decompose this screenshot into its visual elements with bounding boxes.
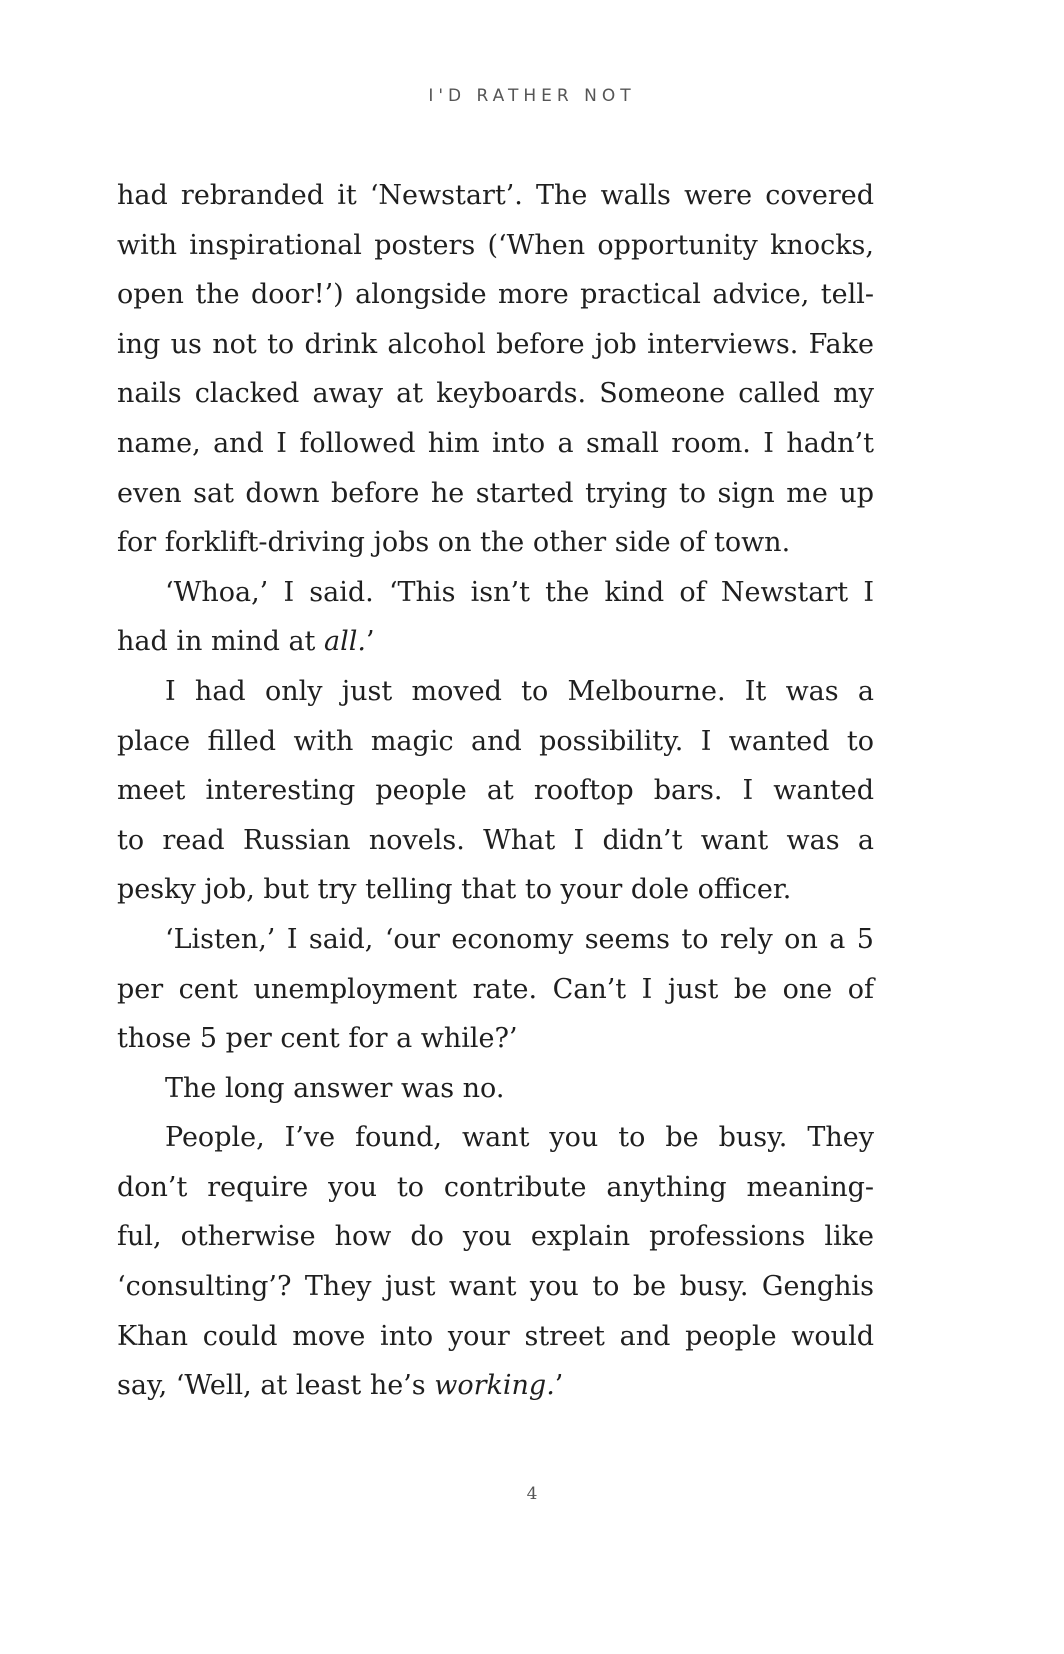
italic-text: working.	[434, 1370, 555, 1402]
text-line: pesky job, but try telling that to your dole officer.	[117, 874, 792, 906]
text-line: for forklift-driving jobs on the other side of town.	[117, 527, 791, 559]
text-line: to read Russian novels. What I didn’t want was a	[117, 824, 874, 856]
text-line: ful, otherwise how do you explain professions like	[117, 1221, 874, 1253]
text-line: those 5 per cent for a while?’	[117, 1023, 518, 1055]
text-segment: say, ‘Well, at least he’s	[117, 1370, 435, 1402]
text-line: don’t require you to contribute anything meaning-	[117, 1171, 874, 1203]
text-line: I had only just moved to Melbourne. It was a	[165, 675, 874, 707]
text-segment: ’	[365, 626, 375, 658]
text-line: Khan could move into your street and people would	[117, 1320, 874, 1352]
text-line: ‘Listen,’ I said, ‘our economy seems to rely on a 5	[165, 923, 874, 955]
text-line: The long answer was no.	[165, 1072, 505, 1104]
text-line: had rebranded it ‘Newstart’. The walls were covered	[117, 180, 874, 211]
text-line: People, I’ve found, want you to be busy. They	[165, 1122, 874, 1154]
italic-text: all.	[323, 626, 366, 658]
text-line: name, and I followed him into a small room. I hadn’t	[117, 427, 874, 459]
running-head: I'D RATHER NOT	[428, 86, 636, 106]
text-line	[117, 1361, 874, 1411]
page-number: 4	[526, 1484, 538, 1504]
text-line	[117, 617, 874, 667]
text-line: nails clacked away at keyboards. Someone called my	[117, 378, 874, 410]
text-line: ing us not to drink alcohol before job interviews. Fake	[117, 328, 874, 360]
text-line: meet interesting people at rooftop bars. I wanted	[117, 775, 874, 807]
text-line: ‘consulting’? They just want you to be busy. Genghis	[117, 1271, 874, 1303]
text-line: open the door!’) alongside more practical advice, tell-	[117, 279, 874, 311]
body-text	[117, 171, 874, 1411]
text-line: ‘Whoa,’ I said. ‘This isn’t the kind of Newstart I	[165, 576, 874, 608]
text-segment: ’	[554, 1370, 564, 1402]
text-line: even sat down before he started trying to sign me up	[117, 477, 874, 509]
text-line: per cent unemployment rate. Can’t I just be one of	[117, 973, 874, 1005]
text-segment: had in mind at	[117, 626, 324, 658]
text-line: place filled with magic and possibility. I wanted to	[117, 725, 874, 757]
text-line: with inspirational posters (‘When opportunity knocks,	[117, 229, 874, 261]
